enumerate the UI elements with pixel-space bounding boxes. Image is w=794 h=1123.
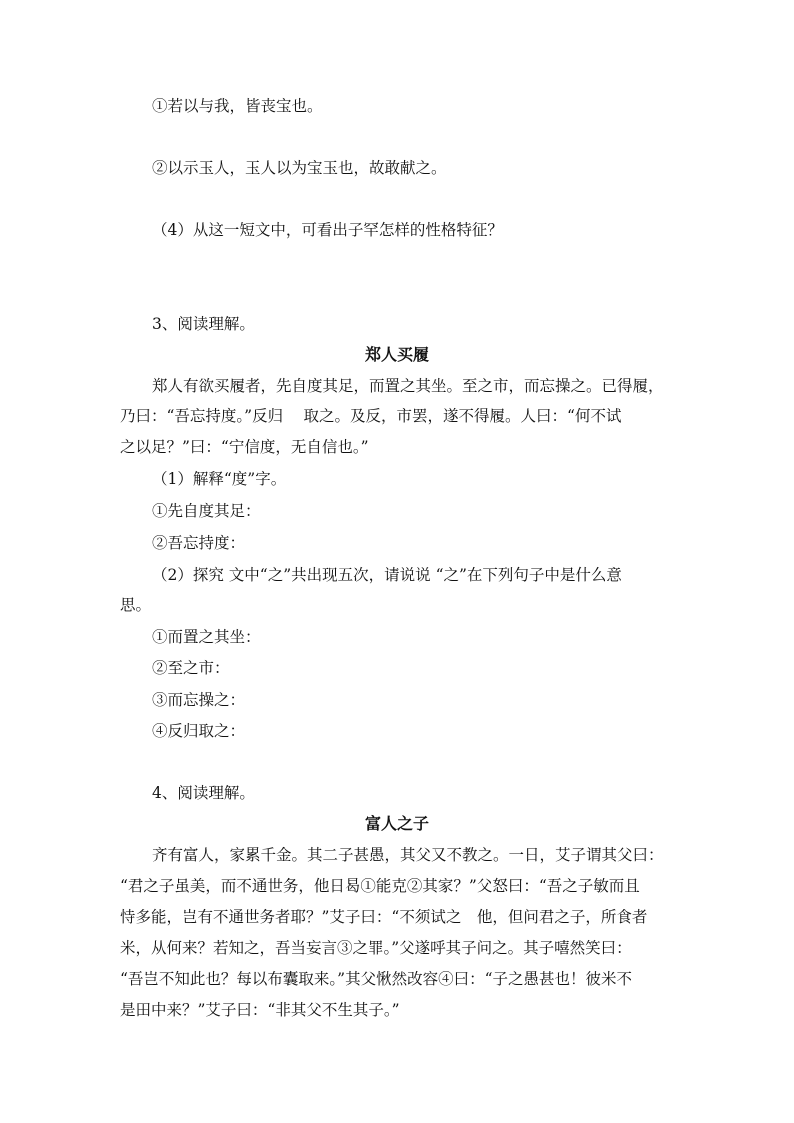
section-3-heading: 3、阅读理解。 — [152, 315, 255, 333]
section-4-passage-line: 齐有富人，家累千金。其二子甚愚，其父又不教之。一日，艾子谓其父曰： — [152, 846, 664, 864]
section-3-question-2-cont: 思。 — [120, 596, 152, 614]
section-4-passage-line: 恃多能，岂有不通世务者耶？”艾子曰：“不须试之 他，但问君之子，所食者 — [120, 908, 648, 926]
section-3-passage-line: 之以足？”曰：“宁信度，无自信也。” — [120, 438, 369, 456]
section-3-question-2: （2）探究 文中“之”共出现五次，请说说 “之”在下列句子中是什么意 — [152, 566, 622, 584]
q2-question-4: （4）从这一短文中，可看出子罕怎样的性格特征？ — [152, 221, 503, 239]
section-3-q1-item: ①先自度其足： — [152, 502, 261, 520]
section-3-q2-item: ③而忘操之： — [152, 691, 246, 709]
section-3-q2-item: ①而置之其坐： — [152, 628, 261, 646]
q2-item-1: ①若以与我，皆丧宝也。 — [152, 97, 323, 115]
section-3-q1-item: ②吾忘持度： — [152, 534, 246, 552]
section-3-title: 郑人买履 — [364, 345, 429, 364]
section-4-passage-line: “君之子虽美，而不通世务，他日曷①能克②其家？”父怒曰：“吾之子敏而且 — [120, 877, 640, 895]
section-4-passage-line: “吾岂不知此也？每以布囊取来。”其父愀然改容④曰：“子之愚甚也！彼米不 — [120, 970, 633, 988]
section-3-question-1: （1）解释“度”字。 — [152, 470, 287, 488]
section-3-passage-line: 郑人有欲买履者，先自度其足，而置之其坐。至之市，而忘操之。已得履， — [152, 377, 664, 395]
section-4-title: 富人之子 — [364, 814, 429, 833]
section-4-passage-line: 是田中来？”艾子曰：“非其父不生其子。” — [120, 1001, 400, 1019]
section-4-passage-line: 米，从何来？若知之，吾当妄言③之罪。”父遂呼其子问之。其子嘻然笑曰： — [120, 939, 632, 957]
section-3-q2-item: ④反归取之： — [152, 722, 246, 740]
section-3-q2-item: ②至之市： — [152, 659, 230, 677]
q2-item-2: ②以示玉人，玉人以为宝玉也，故敢献之。 — [152, 159, 447, 177]
section-4-heading: 4、阅读理解。 — [152, 784, 255, 802]
section-3-passage-line: 乃曰：“吾忘持度。”反归 取之。及反，市罢，遂不得履。人曰：“何不试 — [120, 407, 622, 425]
